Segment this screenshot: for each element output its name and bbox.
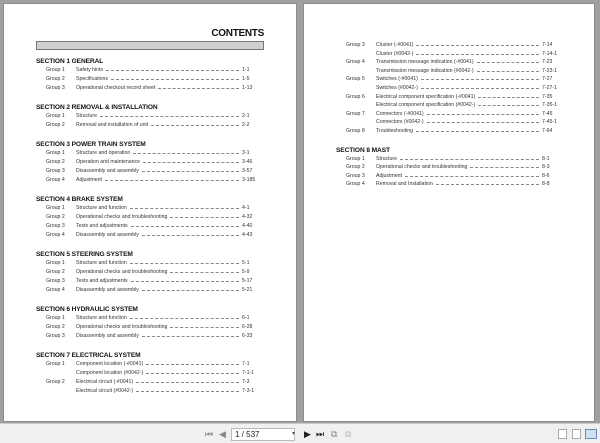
continuous-view-icon[interactable] xyxy=(572,429,581,439)
page-ref: 6-33 xyxy=(242,333,253,339)
page-ref: 8-6 xyxy=(542,172,550,179)
page-ref: 1-13 xyxy=(242,85,253,91)
toc-row[interactable] xyxy=(336,101,564,110)
toc-row[interactable] xyxy=(36,314,264,323)
leader-dots xyxy=(136,378,239,383)
page-ref: 7-14 xyxy=(542,42,553,48)
group-label xyxy=(346,67,376,76)
next-page-icon[interactable]: ▶ xyxy=(304,429,311,439)
page-ref: 4-32 xyxy=(242,214,253,220)
toc-row[interactable] xyxy=(36,387,264,396)
leader-dots xyxy=(151,121,239,126)
toc-row[interactable] xyxy=(36,323,264,332)
entry-title: Adjustment xyxy=(376,172,402,179)
section-heading: SECTION 1 GENERAL xyxy=(36,58,104,65)
group-label: Group 3 xyxy=(46,168,65,174)
entry-title: Cluster (-#0041) xyxy=(376,42,414,48)
entry-title: Electrical circuit (-#0041) xyxy=(76,379,134,385)
entry-title: Structure and function xyxy=(76,260,127,266)
page-ref: 4-43 xyxy=(242,232,253,238)
entry-title: Operation and maintenance xyxy=(76,159,141,165)
entry-title: Disassembly and assembly xyxy=(76,232,139,238)
prev-page-icon[interactable]: ◀ xyxy=(219,429,226,439)
entry-title: Adjustment xyxy=(76,177,102,183)
page-ref: 3-46 xyxy=(242,159,253,165)
toc-row[interactable] xyxy=(36,158,264,167)
entry-title: Safety hints xyxy=(76,67,104,73)
page-ref: 8-1 xyxy=(542,155,550,162)
page-ref: 5-21 xyxy=(242,287,253,293)
leader-dots xyxy=(416,127,539,132)
group-label: Group 3 xyxy=(346,172,365,179)
page-ref: 8-3 xyxy=(542,164,550,171)
last-page-icon[interactable]: ⏭ xyxy=(316,429,325,439)
entry-title: Tests and adjustments xyxy=(76,278,128,284)
leader-dots xyxy=(146,360,239,365)
entry-title: Electrical component specification (-#0041) xyxy=(376,93,476,100)
leader-dots xyxy=(106,66,239,71)
toc-left xyxy=(36,28,264,396)
group-label: Group 2 xyxy=(46,76,65,82)
page-ref: 7-64 xyxy=(542,127,553,134)
entry-title: Specifications xyxy=(76,76,109,82)
leader-dots xyxy=(478,101,539,106)
leader-dots xyxy=(142,286,239,291)
page-ref: 5-1 xyxy=(242,260,250,266)
leader-dots xyxy=(427,118,539,123)
leader-dots xyxy=(436,180,539,185)
leader-dots xyxy=(130,259,239,264)
entry-title: Component location (-#0041) xyxy=(76,361,144,367)
entry-title: Transmission message indication (-#0041) xyxy=(376,59,474,66)
section-heading: SECTION 2 REMOVAL & INSTALLATION xyxy=(36,104,158,111)
entry-title: Removal and installation of unit xyxy=(76,122,149,128)
group-label: Group 3 xyxy=(46,223,65,229)
entry-title: Tests and adjustments xyxy=(76,223,128,229)
entry-title: Structure and function xyxy=(76,315,127,321)
leader-dots xyxy=(142,231,239,236)
entry-title: Cluster (#0042-) xyxy=(376,50,414,57)
leader-dots xyxy=(405,172,539,177)
leader-dots xyxy=(131,222,239,227)
page-ref: 4-1 xyxy=(242,205,250,211)
toc-row[interactable] xyxy=(336,58,564,67)
toc-row[interactable] xyxy=(36,222,264,231)
group-label: Group 2 xyxy=(46,324,65,330)
group-label: Group 2 xyxy=(46,159,65,165)
group-label: Group 6 xyxy=(346,93,365,100)
toc-row[interactable] xyxy=(336,93,564,102)
toc-row[interactable] xyxy=(336,41,564,50)
toc-row[interactable] xyxy=(336,50,564,59)
first-page-icon[interactable]: ⏮ xyxy=(205,429,214,439)
section-heading: SECTION 8 MAST xyxy=(336,146,390,154)
entry-title: Operational checks and troubleshooting xyxy=(76,269,168,275)
entry-title: Operational checks and troubleshooting xyxy=(376,164,468,171)
entry-title: Electrical component specification (#0042-) xyxy=(376,102,476,109)
group-label xyxy=(346,50,376,59)
section-heading: SECTION 6 HYDRAULIC SYSTEM xyxy=(36,306,138,313)
page-ref: 8-8 xyxy=(542,181,550,188)
page-ref: 7-45 xyxy=(542,110,553,117)
toc-row[interactable] xyxy=(36,360,264,369)
two-page-view-icon[interactable] xyxy=(585,429,597,439)
entry-title: Structure and operation xyxy=(76,150,131,156)
toc-row[interactable] xyxy=(336,110,564,119)
page-ref: 6-1 xyxy=(242,315,250,321)
page-ref: 7-27-1 xyxy=(542,84,557,91)
page-ref: 1-5 xyxy=(242,76,250,82)
section-heading: SECTION 4 BRAKE SYSTEM xyxy=(36,196,123,203)
group-label: Group 1 xyxy=(46,150,65,156)
group-label: Group 7 xyxy=(346,110,365,117)
leader-dots xyxy=(416,41,539,46)
leader-dots xyxy=(133,149,239,154)
toc-row[interactable] xyxy=(36,66,264,75)
group-label: Group 4 xyxy=(346,181,365,188)
group-label: Group 1 xyxy=(46,361,65,367)
page-right xyxy=(303,3,595,422)
title-bar xyxy=(36,41,264,50)
section-heading: SECTION 7 ELECTRICAL SYSTEM xyxy=(36,352,141,359)
page-ref: 3-57 xyxy=(242,168,253,174)
leader-dots xyxy=(170,268,239,273)
leader-dots xyxy=(142,332,239,337)
leader-dots xyxy=(142,167,239,172)
toc-right xyxy=(336,41,564,189)
leader-dots xyxy=(170,323,239,328)
page-ref: 1-1 xyxy=(242,67,250,73)
entry-title: Operational checks and troubleshooting xyxy=(76,214,168,220)
toc-row[interactable] xyxy=(36,268,264,277)
single-page-view-icon[interactable] xyxy=(558,429,567,439)
group-label: Group 3 xyxy=(46,85,65,91)
leader-dots xyxy=(130,314,239,319)
leader-dots xyxy=(111,75,239,80)
group-label: Group 4 xyxy=(346,59,365,66)
group-label: Group 1 xyxy=(46,315,65,321)
contents-title: CONTENTS xyxy=(211,28,264,39)
toc-row[interactable] xyxy=(336,155,564,164)
toc-row[interactable] xyxy=(36,149,264,158)
page-ref: 7-14-1 xyxy=(542,50,557,57)
toc-row[interactable] xyxy=(36,213,264,222)
group-label xyxy=(346,84,376,93)
toc-row[interactable] xyxy=(36,378,264,387)
entry-title: Troubleshooting xyxy=(376,127,414,134)
group-label: Group 2 xyxy=(346,164,365,171)
toc-row[interactable] xyxy=(36,167,264,176)
toc-row[interactable] xyxy=(36,286,264,295)
page-ref: 7-3 xyxy=(242,379,250,385)
group-label: Group 2 xyxy=(46,214,65,220)
group-label: Group 3 xyxy=(46,333,65,339)
leader-dots xyxy=(143,158,239,163)
group-label: Group 4 xyxy=(46,177,65,183)
group-label: Group 5 xyxy=(346,76,365,83)
leader-dots xyxy=(421,75,539,80)
group-label: Group 3 xyxy=(46,278,65,284)
group-label: Group 1 xyxy=(46,113,65,119)
leader-dots xyxy=(421,84,539,89)
page-ref: 2-1 xyxy=(242,113,250,119)
page-ref: 7-23-1 xyxy=(542,67,557,74)
toc-row[interactable] xyxy=(36,112,264,121)
group-label: Group 1 xyxy=(46,205,65,211)
toc-row[interactable] xyxy=(336,118,564,127)
leader-dots xyxy=(416,50,539,55)
section-heading: SECTION 3 POWER TRAIN SYSTEM xyxy=(36,141,146,148)
toc-row[interactable] xyxy=(36,259,264,268)
leader-dots xyxy=(130,204,239,209)
page-ref: 3-1 xyxy=(242,150,250,156)
group-label xyxy=(46,369,76,378)
group-label: Group 8 xyxy=(346,127,365,134)
entry-title: Removal and Installation xyxy=(376,181,433,188)
group-label: Group 2 xyxy=(46,269,65,275)
page-ref: 7-27 xyxy=(542,76,553,83)
page-ref: 3-185 xyxy=(242,177,256,183)
entry-title: Structure xyxy=(76,113,98,119)
page-left xyxy=(3,3,297,422)
page-ref: 7-35-1 xyxy=(542,102,557,109)
group-label: Group 4 xyxy=(46,232,65,238)
page-ref: 5-9 xyxy=(242,269,250,275)
group-label xyxy=(346,118,376,127)
leader-dots xyxy=(146,369,239,374)
group-label: Group 1 xyxy=(46,260,65,266)
toc-row[interactable] xyxy=(336,127,564,136)
toc-row[interactable] xyxy=(36,176,264,185)
entry-title: Disassembly and assembly xyxy=(76,333,139,339)
leader-dots xyxy=(477,67,539,72)
toc-row[interactable] xyxy=(36,277,264,286)
entry-title: Switches (#0042-) xyxy=(376,84,418,91)
page-ref: 7-1 xyxy=(242,361,250,367)
section-heading: SECTION 5 STEERING SYSTEM xyxy=(36,251,133,258)
page-ref: 7-1-1 xyxy=(242,370,255,376)
toc-row[interactable] xyxy=(336,75,564,84)
page-ref: 2-2 xyxy=(242,122,250,128)
toc-row[interactable] xyxy=(336,84,564,93)
go-forward-view-icon[interactable]: ⧉ xyxy=(345,429,352,439)
toc-row[interactable] xyxy=(36,369,264,378)
entry-title: Component location (#0042-) xyxy=(76,370,144,376)
entry-title: Disassembly and assembly xyxy=(76,168,139,174)
entry-title: Switches (-#0041) xyxy=(376,76,418,83)
entry-title: Transmission message indication (#0042-) xyxy=(376,67,474,74)
toc-row[interactable] xyxy=(36,75,264,84)
entry-title: Operational checkout record sheet xyxy=(76,85,156,91)
entry-title: Connectors (#0042-) xyxy=(376,119,424,126)
toc-row[interactable] xyxy=(36,332,264,341)
leader-dots xyxy=(470,163,539,168)
toc-row[interactable] xyxy=(36,204,264,213)
page-ref: 6-28 xyxy=(242,324,253,330)
leader-dots xyxy=(170,213,239,218)
page-ref: 7-23 xyxy=(542,59,553,66)
group-label: Group 4 xyxy=(46,287,65,293)
toc-row[interactable] xyxy=(36,231,264,240)
leader-dots xyxy=(105,176,239,181)
leader-dots xyxy=(477,58,539,63)
page-ref: 4-40 xyxy=(242,223,253,229)
toc-row[interactable] xyxy=(36,121,264,130)
page-number-input[interactable]: 1 / 537 xyxy=(231,428,295,441)
leader-dots xyxy=(478,93,539,98)
group-label: Group 1 xyxy=(346,155,365,162)
page-ref: 7-3-1 xyxy=(242,388,255,394)
leader-dots xyxy=(100,112,239,117)
go-back-view-icon[interactable]: ⧉ xyxy=(331,429,338,439)
leader-dots xyxy=(400,155,539,160)
group-label: Group 2 xyxy=(46,379,65,385)
entry-title: Structure and function xyxy=(76,205,127,211)
page-ref: 5-17 xyxy=(242,278,253,284)
group-label: Group 3 xyxy=(346,42,365,48)
group-label xyxy=(46,387,76,396)
toc-row[interactable] xyxy=(336,172,564,181)
toc-row[interactable] xyxy=(336,67,564,76)
entry-title: Connectors (-#0041) xyxy=(376,110,424,117)
toc-row[interactable] xyxy=(36,84,264,93)
pdf-toolbar xyxy=(0,423,600,443)
page-dropdown-icon[interactable]: ▾ xyxy=(292,431,296,437)
entry-title: Structure xyxy=(376,155,398,162)
leader-dots xyxy=(427,110,539,115)
leader-dots xyxy=(136,387,239,392)
page-ref: 7-45-1 xyxy=(542,119,557,126)
entry-title: Disassembly and assembly xyxy=(76,287,139,293)
toc-row[interactable] xyxy=(336,180,564,189)
leader-dots xyxy=(131,277,239,282)
page-ref: 7-35 xyxy=(542,93,553,100)
toc-row[interactable] xyxy=(336,163,564,172)
group-label: Group 2 xyxy=(46,122,65,128)
group-label xyxy=(346,101,376,110)
entry-title: Operational checks and troubleshooting xyxy=(76,324,168,330)
group-label: Group 1 xyxy=(46,67,65,73)
leader-dots xyxy=(158,84,239,89)
entry-title: Electrical circuit (#0042-) xyxy=(76,388,134,394)
